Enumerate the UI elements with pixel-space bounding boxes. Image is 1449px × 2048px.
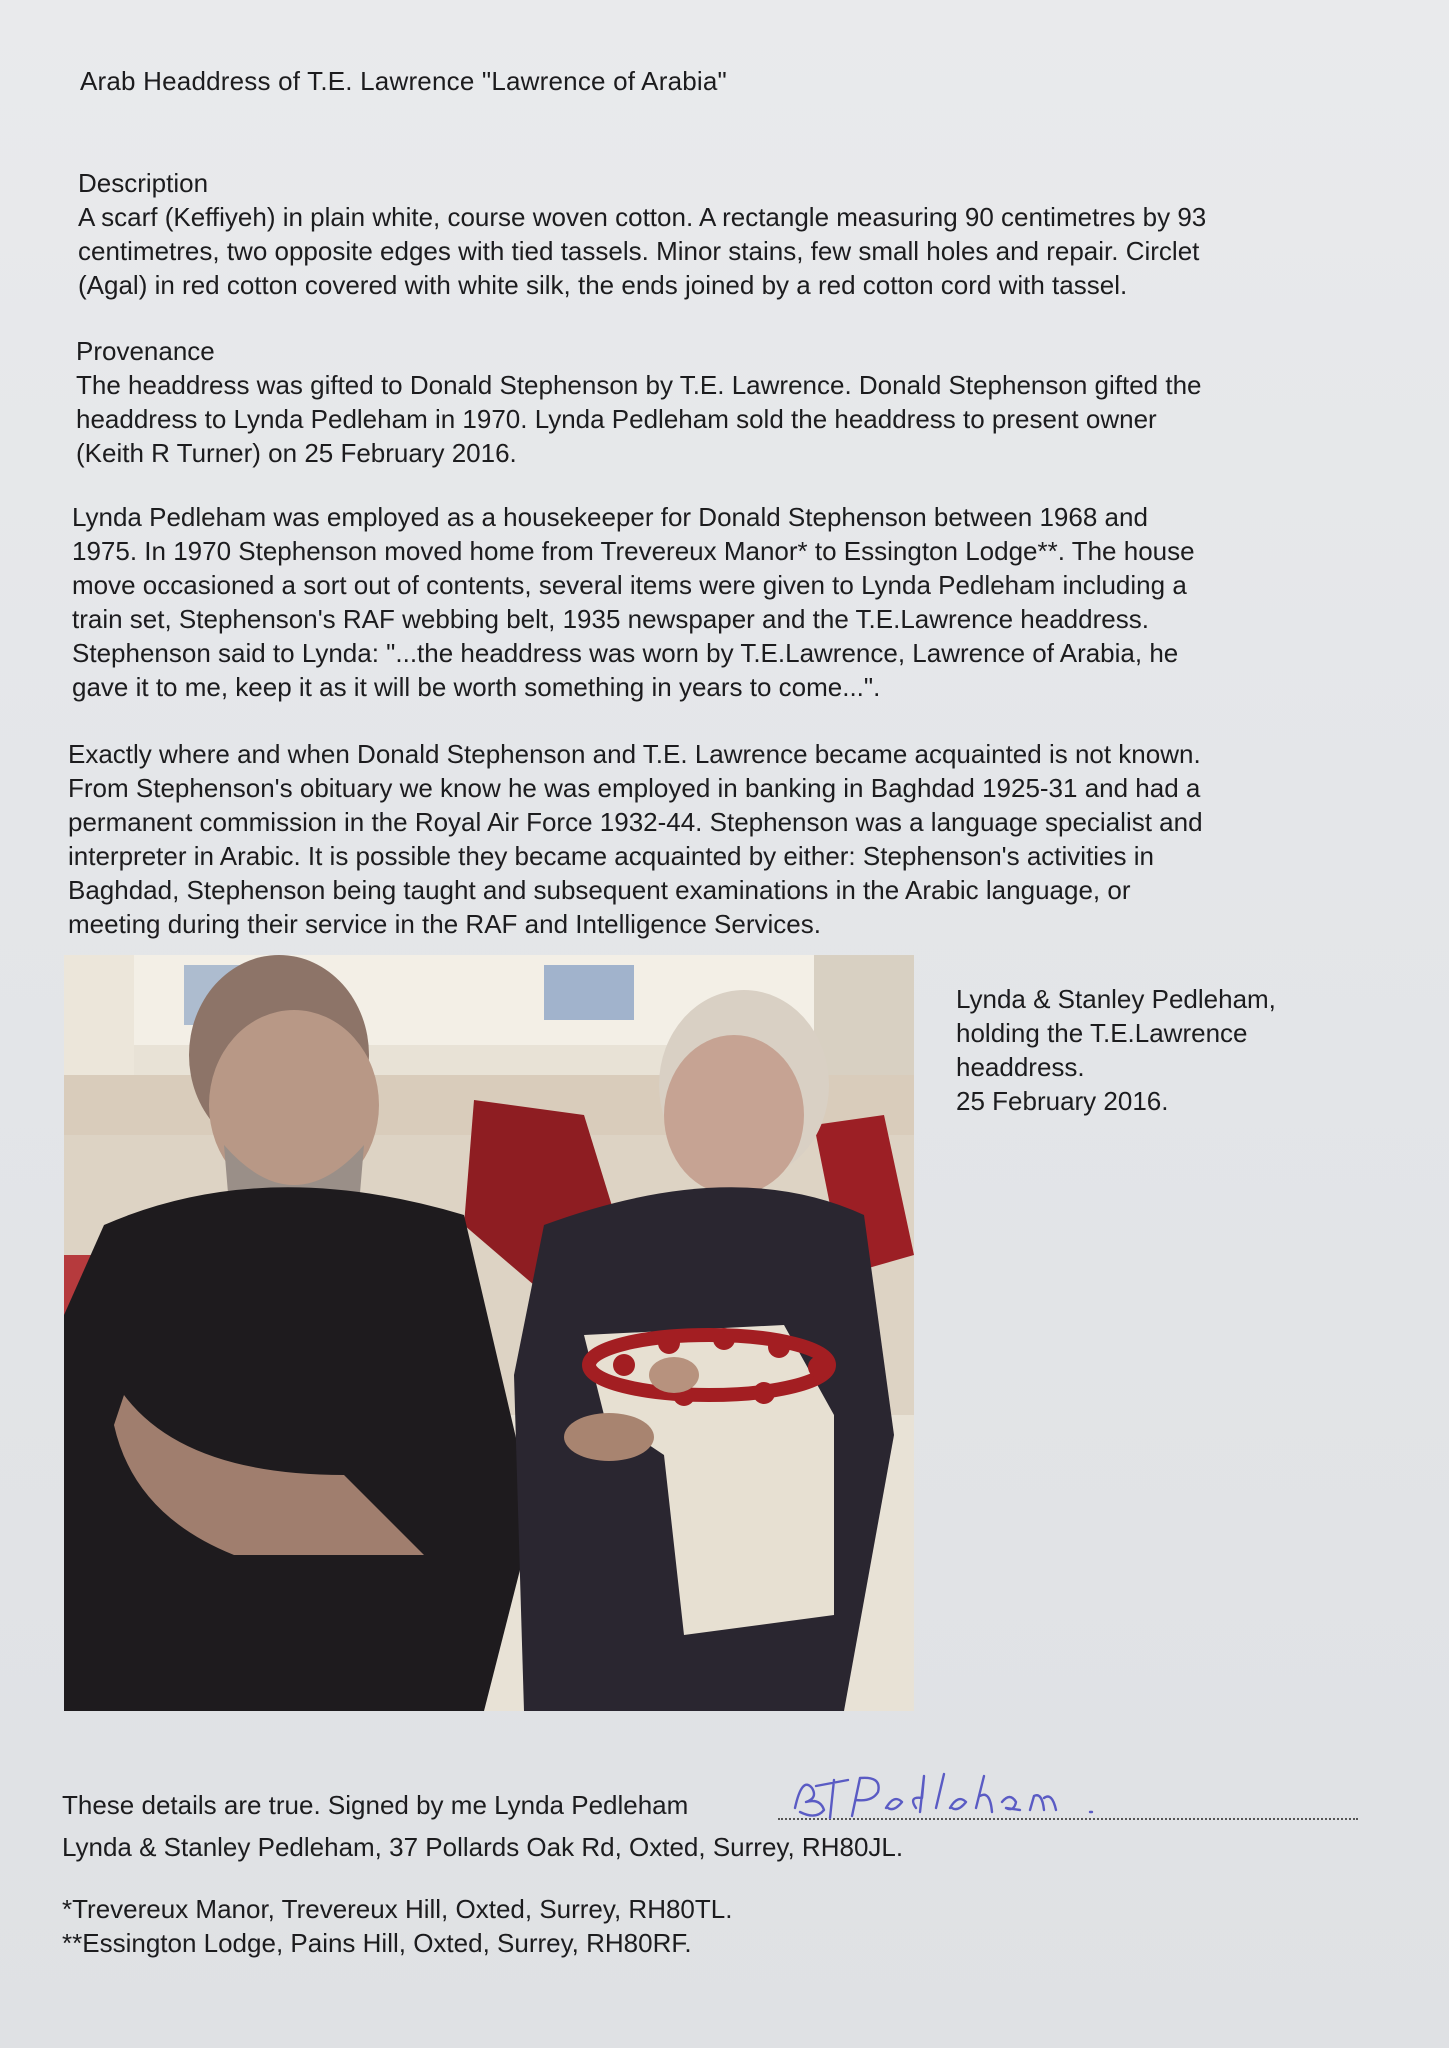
document-title: Arab Headdress of T.E. Lawrence "Lawrence of Arabia" [80,66,727,96]
photo-lynda-stanley [64,955,914,1711]
footnote-essington: **Essington Lodge, Pains Hill, Oxted, Surrey, RH80RF. [62,1928,692,1958]
handwritten-signature [790,1768,1150,1828]
photo-illustration [64,955,914,1711]
description-text: A scarf (Keffiyeh) in plain white, course woven cotton. A rectangle measuring 90 centimetres by 93 centimetres, two opposite edges with tied tassels. Minor stains, few small holes and repair. Circlet (Agal) in red cotton covered with white silk, the ends joined by a red cotton cord with tassel. [78,202,1207,300]
provenance-text: The headdress was gifted to Donald Stephenson by T.E. Lawrence. Donald Stephenson gifted the headdress to Lynda Pedleham in 1970. Lynda Pedleham sold the headdress to present owner (Keith R Turner) on 25 February 2016. [76,370,1202,468]
description-heading: Description [78,168,209,198]
description-section [78,166,1398,302]
housekeeper-paragraph [72,500,1392,704]
acquaintance-text: Exactly where and when Donald Stephenson and T.E. Lawrence became acquainted is not known. From Stephenson's obituary we know he was employed in banking in Baghdad 1925-31 and had a permanent commission in the Royal Air Force 1932-44. Stephenson was a language specialist and interpreter in Arabic. It is possible they became acquainted by either: Stephenson's activities in Baghdad, Stephenson being taught and subsequent examinations in the Arabic language, or meeting during their service in the RAF and Intelligence Services. [68,739,1203,939]
provenance-section [76,334,1396,470]
footnote-trevereux: *Trevereux Manor, Trevereux Hill, Oxted, Surrey, RH80TL. [62,1894,733,1924]
provenance-heading: Provenance [76,336,215,366]
photo-caption: Lynda & Stanley Pedleham, holding the T.E.Lawrence headdress. 25 February 2016. [956,984,1276,1116]
signature-statement: These details are true. Signed by me Lynda Pedleham [62,1790,689,1820]
address-line: Lynda & Stanley Pedleham, 37 Pollards Oak Rd, Oxted, Surrey, RH80JL. [62,1832,904,1862]
acquaintance-paragraph [68,737,1388,941]
housekeeper-text: Lynda Pedleham was employed as a housekeeper for Donald Stephenson between 1968 and 1975. In 1970 Stephenson moved home from Trevereux Manor* to Essington Lodge**. The house move occasioned a sort out of contents, several items were given to Lynda Pedleham including a train set, Stephenson's RAF webbing belt, 1935 newspaper and the T.E.Lawrence headdress. Stephenson said to Lynda: "...the headdress was worn by T.E.Lawrence, Lawrence of Arabia, he gave it to me, keep it as it will be worth something in years to come...". [72,502,1195,702]
